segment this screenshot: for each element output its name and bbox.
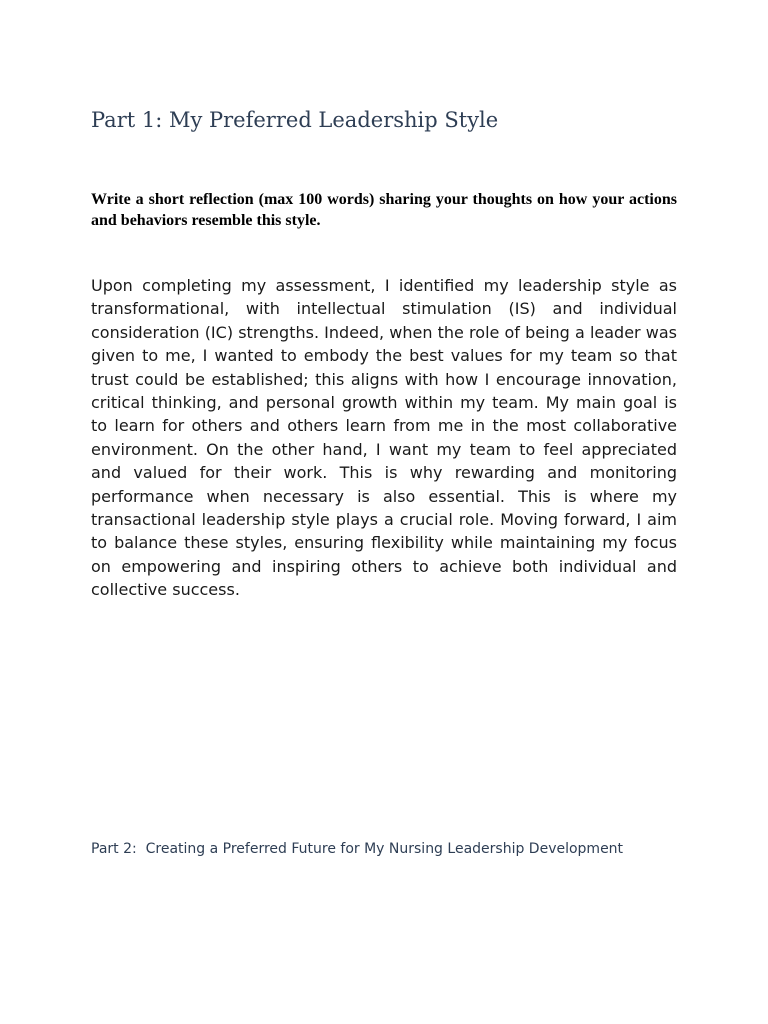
reflection-prompt: Write a short reflection (max 100 words) sharing your thoughts on how your actions and behaviors resemble this style.	[91, 191, 677, 229]
part1-heading: Part 1: My Preferred Leadership Style	[91, 108, 499, 132]
reflection-paragraph: Upon completing my assessment, I identified my leadership style as transformational, with intellectual stimulation (IS) and individual consideration (IC) strengths. Indeed, when the role of being a leader was given to me, I wanted to embody the best values for my team so that trust could be established; this aligns with how I encourage innovation, critical thinking, and personal growth within my team. My main goal is to learn for others and others learn from me in the most collaborative environment. On the other hand, I want my team to feel appreciated and valued for their work. This is why rewarding and monitoring performance when necessary is also essential. This is where my transactional leadership style plays a crucial role. Moving forward, I aim to balance these styles, ensuring flexibility while maintaining my focus on empowering and inspiring others to achieve both individual and collective success.	[91, 276, 677, 600]
part2-heading: Part 2: Creating a Preferred Future for My Nursing Leadership Development	[91, 841, 624, 857]
